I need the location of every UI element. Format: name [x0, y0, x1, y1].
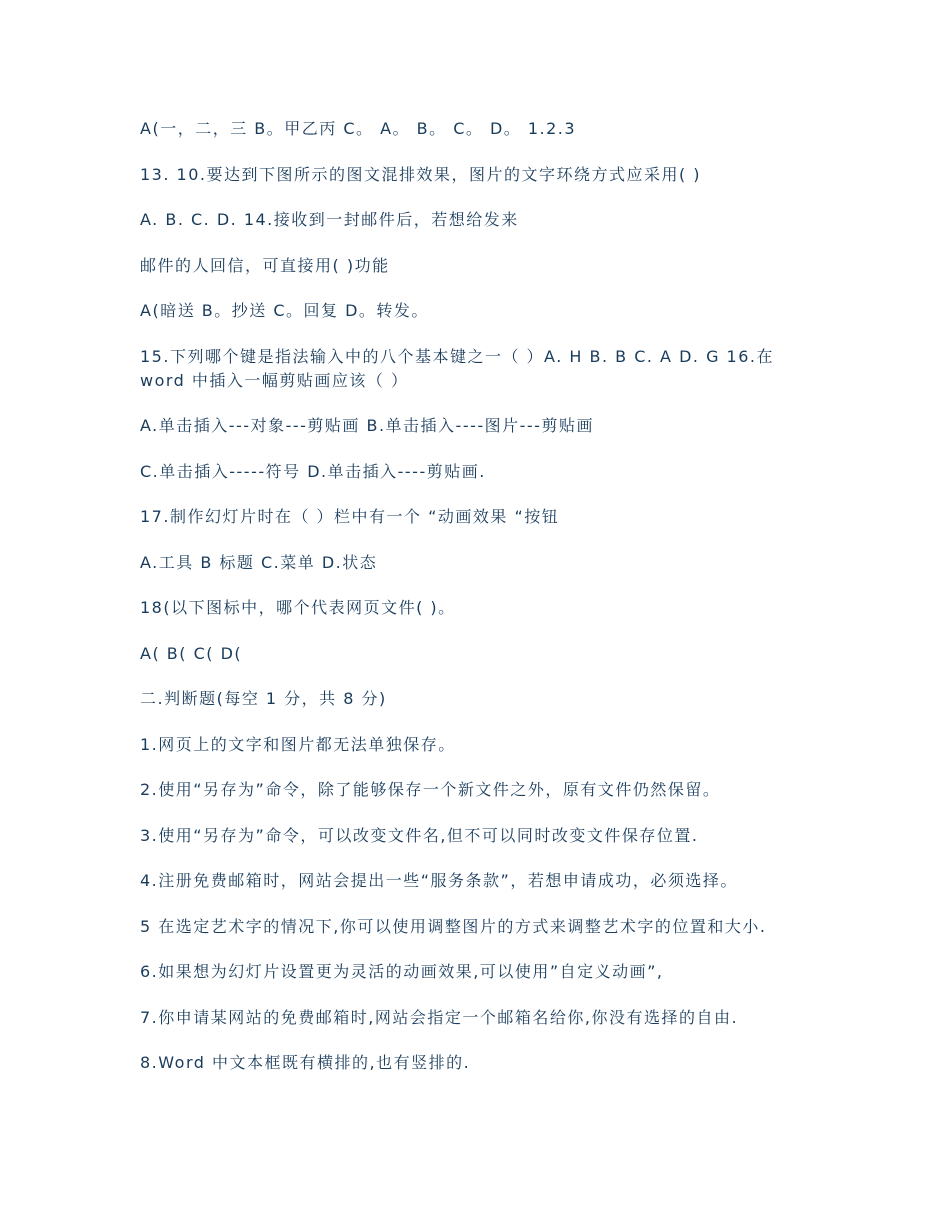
true-false-item-7: 7.你申请某网站的免费邮箱时,网站会指定一个邮箱名给你,你没有选择的自由. [140, 1007, 739, 1027]
true-false-item-2: 2.使用“另存为”命令，除了能够保存一个新文件之外，原有文件仍然保留。 [140, 780, 721, 799]
question-18-options-line: A( B( C( D( [140, 643, 243, 663]
document-body [140, 117, 820, 1097]
question-16-options-cd-line: C.单击插入-----符号 D.单击插入----剪贴画. [140, 461, 486, 481]
question-16-options-ab-line: A.单击插入---对象---剪贴画 B.单击插入----图片---剪贴画 [140, 416, 594, 435]
question-13-line: 13. 10.要达到下图所示的图文混排效果，图片的文字环绕方式应采用( ) [140, 164, 702, 184]
question-15-16-line: 15.下列哪个键是指法输入中的八个基本键之一（ ）A. H B. B C. A D. G 16.在 word 中插入一幅剪贴画应该（ ） [140, 346, 781, 390]
question-18-line: 18(以下图标中，哪个代表网页文件( )。 [140, 598, 456, 617]
question-14-continued-line: 邮件的人回信，可直接用( )功能 [140, 255, 390, 275]
question-14-line: A. B. C. D. 14.接收到一封邮件后，若想给发来 [140, 210, 519, 229]
true-false-item-6: 6.如果想为幻灯片设置更为灵活的动画效果,可以使用”自定义动画”, [140, 962, 664, 981]
question-17-options-line: A.工具 B 标题 C.菜单 D.状态 [140, 552, 378, 572]
section-heading-true-false: 二.判断题(每空 1 分，共 8 分) [140, 689, 387, 708]
true-false-item-1: 1.网页上的文字和图片都无法单独保存。 [140, 734, 456, 754]
true-false-item-5: 5 在选定艺术字的情况下,你可以使用调整图片的方式来调整艺术字的位置和大小. [140, 916, 767, 936]
true-false-item-8: 8.Word 中文本框既有横排的,也有竖排的. [140, 1053, 471, 1072]
true-false-item-4: 4.注册免费邮箱时，网站会提出一些“服务条款”，若想申请成功，必须选择。 [140, 871, 738, 890]
question-14-options-line: A(暗送 B。抄送 C。回复 D。转发。 [140, 301, 429, 320]
answer-options-line: A(一，二，三 B。甲乙丙 C。 A。 B。 C。 D。 1.2.3 [140, 119, 577, 138]
question-17-line: 17.制作幻灯片时在（ ）栏中有一个 “动画效果 “按钮 [140, 507, 560, 526]
true-false-item-3: 3.使用“另存为”命令，可以改变文件名,但不可以同时改变文件保存位置. [140, 825, 699, 845]
